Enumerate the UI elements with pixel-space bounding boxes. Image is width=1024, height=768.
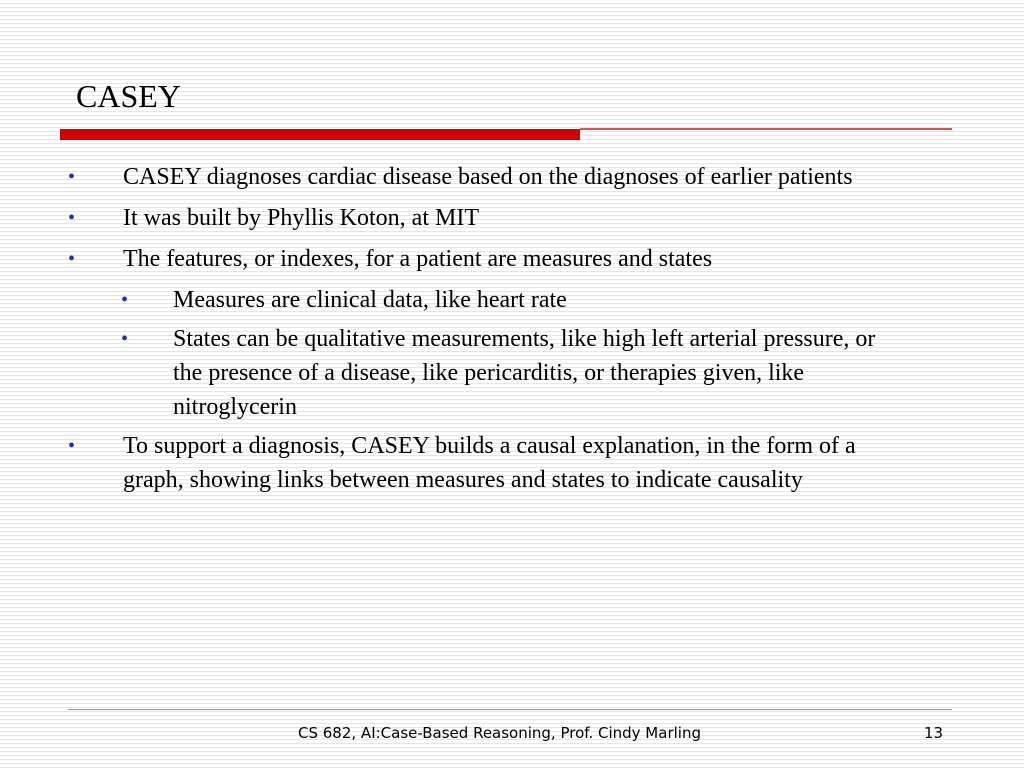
bullet-text: To support a diagnosis, CASEY builds a causal explanation, in the form of a graph, showing links between measures and states to indicate causality xyxy=(123,433,856,493)
bullet-item xyxy=(66,429,893,497)
bullet-icon: • xyxy=(68,207,76,229)
bullet-text: The features, or indexes, for a patient are measures and states xyxy=(123,246,713,272)
page-number: 13 xyxy=(924,724,944,742)
bullet-item xyxy=(66,242,893,276)
bullet-item xyxy=(66,201,893,235)
bullet-text: CASEY diagnoses cardiac disease based on the diagnoses of earlier patients xyxy=(123,164,853,190)
bullet-icon: • xyxy=(68,166,76,188)
sub-bullet-text: Measures are clinical data, like heart rate xyxy=(173,287,567,313)
bullet-icon: • xyxy=(68,435,76,457)
sub-bullet-item xyxy=(66,322,893,424)
footer-text: CS 682, AI:Case-Based Reasoning, Prof. Cindy Marling xyxy=(298,724,701,742)
title-underline-thin xyxy=(580,128,952,130)
bullet-icon: • xyxy=(68,248,76,270)
bullet-icon: • xyxy=(121,289,129,311)
title-underline-thick xyxy=(60,129,580,140)
bullet-list xyxy=(66,160,966,504)
bullet-item xyxy=(66,160,893,194)
slide-title: CASEY xyxy=(76,78,181,114)
bullet-icon: • xyxy=(121,328,129,350)
sub-bullet-item xyxy=(66,283,893,317)
footer-divider xyxy=(68,709,952,710)
sub-bullet-text: States can be qualitative measurements, like high left arterial pressure, or the presence of a disease, like pericarditis, or therapies given, like nitroglycerin xyxy=(173,326,876,420)
bullet-text: It was built by Phyllis Koton, at MIT xyxy=(123,205,479,231)
